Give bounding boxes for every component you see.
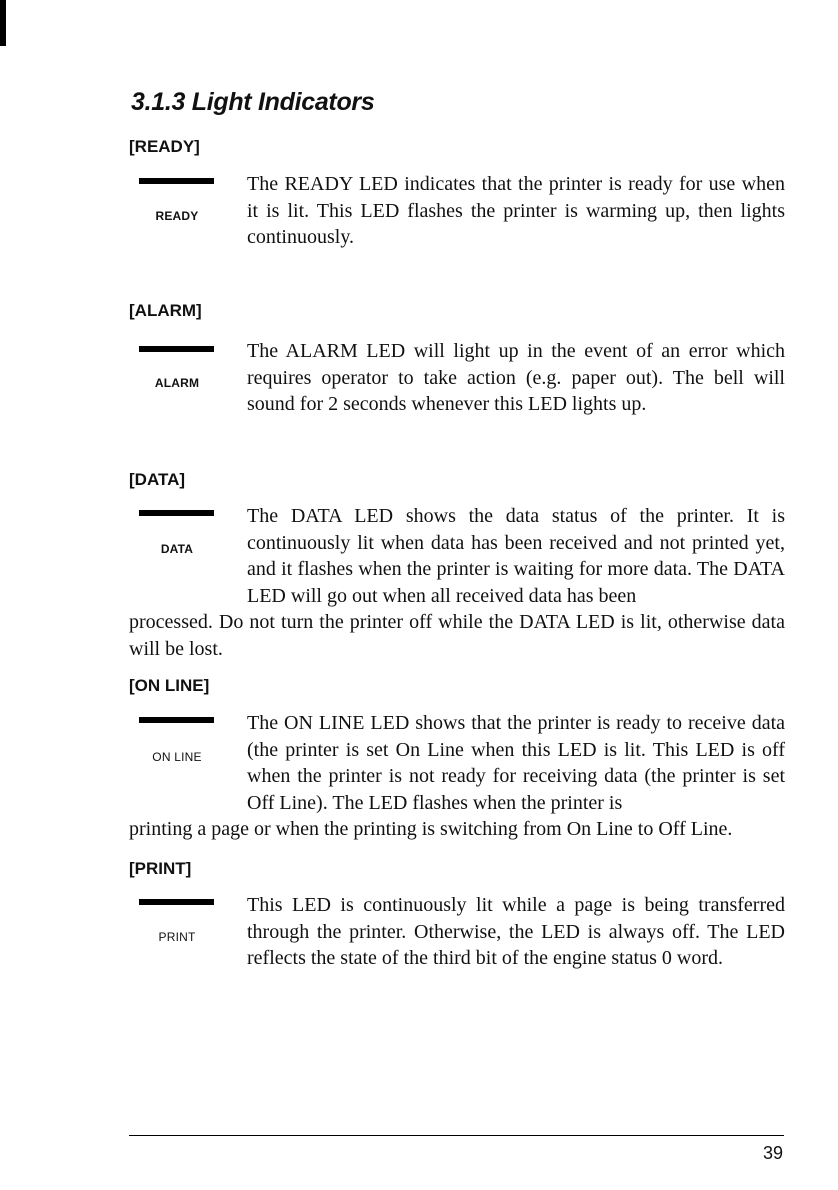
ready-led-icon [139,178,214,184]
alarm-led-label: ALARM [154,376,200,390]
alarm-description: The ALARM LED will light up in the event of an error which requires operator to take action (e.g. paper out). The bell will sound for 2 seconds whenever this LED lights up. [247,340,785,415]
page-title: 3.1.3 Light Indicators [131,88,375,116]
data-description-continued: processed. Do not turn the printer off while the DATA LED is lit, otherwise data will be lost. [129,611,785,660]
page-number: 39 [762,1143,783,1163]
data-heading: [DATA] [129,470,186,489]
print-heading: [PRINT] [129,859,192,878]
online-description: The ON LINE LED shows that the printer is ready to receive data (the printer is set On Line when this LED is lit. This LED is off when the printer is not ready for receiving data (the printer is set Off Line). The LED flashes when the printer is [247,712,785,814]
alarm-heading: [ALARM] [129,301,202,320]
footer-rule [129,1135,784,1136]
data-description: The DATA LED shows the data status of the printer. It is continuously lit when data has been received and not printed yet, and it flashes when the printer is waiting for more data. The DATA LED will go out when all received data has been [247,505,785,607]
ready-led-label: READY [155,209,199,223]
online-led-icon [139,717,214,723]
alarm-led-icon [139,346,214,352]
online-heading: [ON LINE] [129,676,210,695]
ready-description: The READY LED indicates that the printer is ready for use when it is lit. This LED flashes the printer is warming up, then lights continuously. [247,173,785,248]
print-description: This LED is continuously lit while a page is being transferred through the printer. Otherwise, the LED is always off. The LED reflects the state of the third bit of the engine status 0 word. [247,894,785,969]
print-led-label: PRINT [158,930,196,944]
online-led-label: ON LINE [152,750,202,764]
online-description-continued: printing a page or when the printing is switching from On Line to Off Line. [129,818,733,840]
data-led-icon [139,510,214,516]
print-led-icon [139,899,214,905]
scan-edge-mark [0,0,6,46]
ready-heading: [READY] [129,137,200,156]
data-led-label: DATA [160,542,194,556]
